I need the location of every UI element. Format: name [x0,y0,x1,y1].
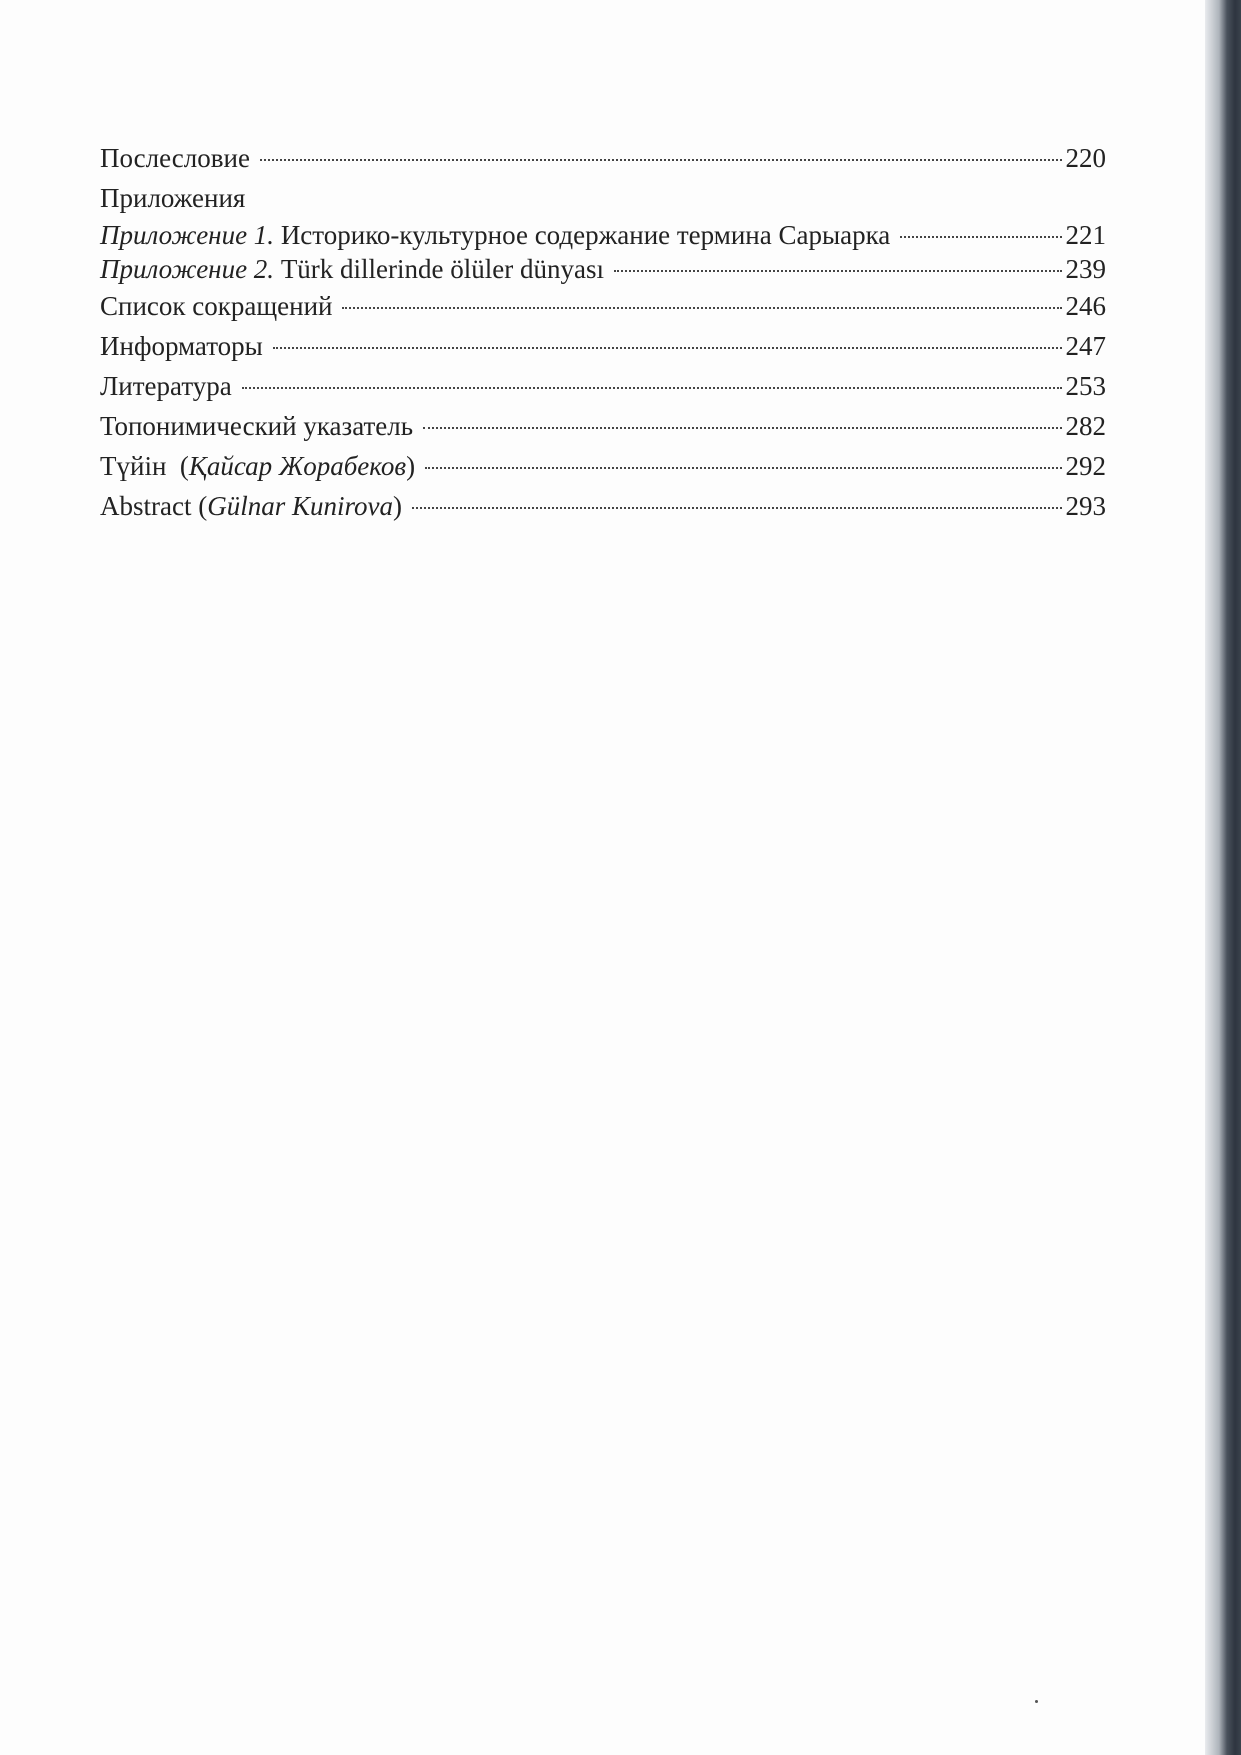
toc-entry-title [100,218,890,252]
dot-leader [614,270,1062,272]
toc-entry-title [100,486,402,526]
dot-leader [900,236,1061,238]
toc-entry-abstract[interactable] [100,486,1106,526]
toc-entry-title: Список сокращений [100,291,333,321]
toc-entry-page: 293 [1065,491,1106,521]
toc-entry-literature[interactable] [100,366,1106,406]
toc-entry-prefix: Приложение 1. [100,220,275,250]
toc-entry-toponymic-index[interactable] [100,406,1106,446]
toc-entry-title: Информаторы [100,331,263,361]
toc-entry-suffix: ) [392,491,402,521]
toc-entry-author: Gülnar Kunirova [207,491,393,521]
toc-section-heading-appendices: Приложения [100,183,246,213]
toc-entry-prefix: Приложение 2. [100,254,275,284]
toc-entry-title-text: Türk dillerinde ölüler dünyası [274,254,604,284]
toc-entry-page: 221 [1065,220,1106,250]
toc-entry-informants[interactable] [100,326,1106,366]
dot-leader [242,387,1062,389]
scan-speck [1035,1700,1038,1703]
toc-entry-afterword[interactable] [100,138,1106,178]
toc-entry-page: 239 [1065,254,1106,284]
toc-entry-title: Топонимический указатель [100,411,414,441]
toc-entry-tuyin[interactable] [100,446,1106,486]
toc-entry-page: 253 [1065,371,1106,401]
toc-entry-page: 220 [1065,143,1106,173]
toc-entry-author: Қайсар Жорабеков [188,451,407,481]
dot-leader [423,427,1061,429]
toc-entry-appendix-2[interactable] [100,252,1106,286]
dot-leader [273,347,1062,349]
toc-entry-page: 292 [1065,451,1106,481]
toc-entry-appendix-1[interactable] [100,218,1106,252]
page-edge-shadow [1205,0,1241,1755]
dot-leader [425,467,1061,469]
table-of-contents [100,138,1106,526]
dot-leader [260,159,1062,161]
toc-entry-title-text: Abstract ( [100,491,208,521]
toc-entry-title-text: Историко-культурное содержание термина Сарыарка [274,220,891,250]
toc-entry-title [100,446,415,486]
toc-entry-page: 247 [1065,331,1106,361]
dot-leader [342,307,1061,309]
dot-leader [412,507,1062,509]
toc-entry-title: Литература [100,371,232,401]
toc-entry-page: 246 [1065,291,1106,321]
toc-entry-suffix: ) [406,451,416,481]
toc-entry-title [100,252,604,286]
toc-entry-title-text: Түйін ( [100,451,189,481]
toc-entry-abbreviations[interactable] [100,286,1106,326]
toc-entry-title: Послесловие [100,143,250,173]
toc-entry-page: 282 [1065,411,1106,441]
